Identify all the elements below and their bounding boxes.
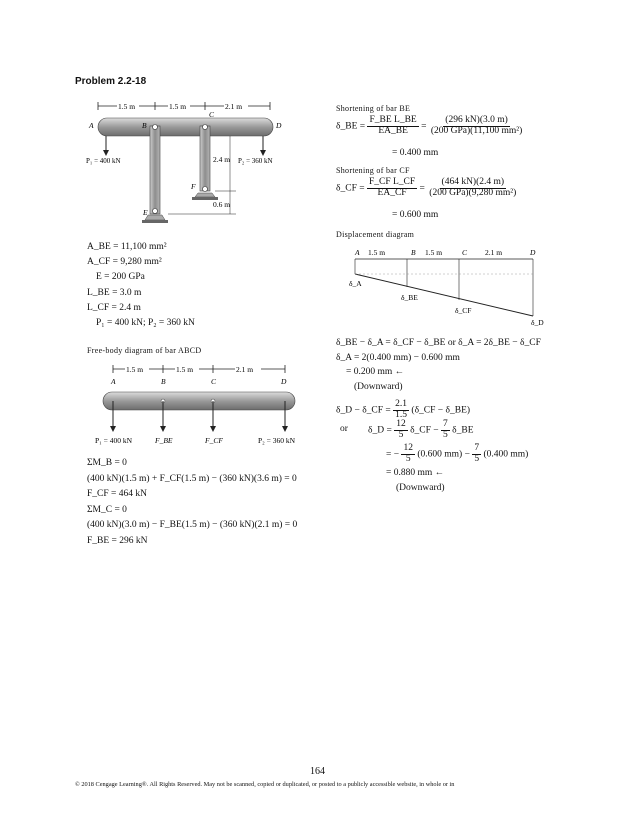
equation: ΣM_C = 0: [87, 504, 127, 515]
point-label: D: [276, 121, 282, 130]
dim-label: 2.1 m: [485, 248, 503, 257]
dim-label: 0.6 m: [213, 200, 231, 209]
equation: F_BE = 296 kN: [87, 535, 148, 546]
force-label: F_BE: [155, 436, 173, 445]
fraction-numerator: F_CF L_CF: [368, 177, 416, 187]
equation: (400 kN)(1.5 m) + F_CF(1.5 m) − (360 kN)(3.6 m) = 0: [87, 473, 297, 484]
structure-figure: [80, 96, 300, 226]
equation: δ_BE − δ_A = δ_CF − δ_BE or δ_A = 2δ_BE − δ_CF: [336, 338, 541, 348]
shortening-be-equation: [336, 116, 524, 137]
beam-abcd: [98, 118, 273, 136]
equation-term: (0.400 mm): [483, 449, 529, 460]
equation: F_CF = 464 kN: [87, 489, 147, 499]
fraction-numerator: (464 kN)(2.4 m): [441, 177, 505, 187]
equation: (400 kN)(3.0 m) − F_BE(1.5 m) − (360 kN)(2.1 m) = 0: [87, 520, 298, 530]
fbd-beam: [103, 392, 295, 410]
dim-label: 1.5 m: [126, 365, 144, 374]
point-label: D: [281, 377, 287, 386]
or-label: or: [340, 424, 348, 434]
force-label: F_CF: [205, 436, 223, 445]
point-label: C: [209, 110, 215, 119]
point-label: A: [89, 121, 94, 130]
equation-rhs: (δ_CF − δ_BE): [411, 405, 471, 416]
shortening-cf-heading: Shortening of bar CF: [336, 166, 410, 175]
point-label: E: [143, 208, 148, 217]
equals-sign: =: [419, 183, 425, 194]
point-label: B: [411, 248, 416, 257]
point-label: F: [191, 182, 196, 191]
given-item: P₁ = 400 kN; P₂ = 360 kN: [96, 318, 195, 329]
fraction-denominator: 5: [398, 429, 404, 440]
fraction-numerator: F_BE L_BE: [369, 115, 417, 125]
equation-lhs: δ_D − δ_CF =: [336, 405, 391, 416]
dim-label: 1.5 m: [169, 102, 187, 111]
copyright-footer: © 2018 Cengage Learning®. All Rights Reserved. May not be scanned, copied or duplicated, or posted to a publicly accessible website, in whole or in: [75, 781, 455, 788]
fbd-figure: [95, 362, 320, 447]
displacement-diagram: [345, 246, 555, 326]
fraction-denominator: 5: [474, 453, 480, 464]
delta-d-solve: [368, 420, 474, 441]
delta-label: δ_A: [349, 279, 362, 288]
equation-term: δ_BE: [452, 425, 474, 436]
bar-cf: [200, 126, 210, 191]
equation: ΣM_B = 0: [87, 458, 127, 468]
dim-label: 2.1 m: [236, 365, 254, 374]
shortening-be-heading: Shortening of bar BE: [336, 104, 411, 113]
givens-list: [87, 240, 195, 331]
fraction-numerator: 12: [396, 419, 406, 429]
dim-label: 1.5 m: [425, 248, 443, 257]
fraction-numerator: 12: [403, 443, 413, 453]
dim-label: 1.5 m: [176, 365, 194, 374]
fbd-heading: Free-body diagram of bar ABCD: [87, 346, 202, 355]
problem-title: Problem 2.2-18: [75, 76, 147, 87]
force-label: P₁ = 400 kN: [95, 436, 133, 445]
equation: (Downward): [354, 381, 403, 392]
fraction-denominator: 5: [443, 429, 448, 440]
dim-label: 2.1 m: [225, 102, 243, 111]
fraction-denominator: (200 GPa)(11,100 mm²): [430, 125, 523, 136]
delta-d-direction: (Downward): [396, 483, 445, 493]
page-number: 164: [310, 766, 325, 777]
compatibility-equations: [336, 336, 541, 394]
fraction-denominator: 1.5: [395, 409, 408, 420]
load-label: P₂ = 360 kN: [238, 157, 273, 165]
delta-label: δ_D: [531, 318, 544, 326]
fraction-denominator: EA_BE: [378, 125, 408, 136]
point-label: A: [355, 248, 360, 257]
fraction-numerator: 2.1: [395, 399, 408, 409]
point-label: B: [161, 377, 166, 386]
delta-label: δ_BE: [401, 293, 418, 302]
fraction-denominator: 5: [405, 453, 411, 464]
delta-label: δ_CF: [455, 306, 472, 315]
equation-lhs: δ_CF =: [336, 183, 365, 194]
given-item: A_CF = 9,280 mm²: [87, 257, 162, 268]
equation-term: δ_CF −: [410, 425, 439, 436]
shortening-cf-result: = 0.600 mm: [392, 210, 439, 220]
fraction-numerator: (296 kN)(3.0 m): [445, 115, 508, 125]
shortening-cf-equation: [336, 178, 518, 199]
equation: = 0.200 mm ←: [346, 367, 405, 377]
point-label: B: [142, 121, 147, 130]
shortening-be-result: = 0.400 mm: [392, 148, 439, 158]
bar-be: [150, 126, 160, 214]
fraction-numerator: 7: [474, 443, 480, 453]
delta-d-result: = 0.880 mm ←: [386, 468, 445, 478]
displacement-heading: Displacement diagram: [336, 230, 415, 239]
force-label: P₂ = 360 kN: [258, 436, 296, 445]
given-item: L_BE = 3.0 m: [87, 287, 142, 298]
equation-term: = −: [386, 449, 400, 460]
load-label: P₁ = 400 kN: [86, 157, 121, 165]
given-item: A_BE = 11,100 mm²: [87, 242, 167, 252]
fraction-denominator: EA_CF: [377, 187, 407, 198]
given-item: E = 200 GPa: [96, 272, 145, 283]
equals-sign: =: [421, 121, 427, 132]
delta-d-substitute: [386, 444, 528, 465]
point-label: C: [211, 377, 217, 386]
equation-term: (0.600 mm) −: [417, 449, 470, 460]
equilibrium-equations: [87, 456, 297, 549]
equation: δ_A = 2(0.400 mm) − 0.600 mm: [336, 352, 460, 363]
dim-label: 1.5 m: [368, 248, 386, 257]
given-item: L_CF = 2.4 m: [87, 302, 141, 313]
equation-lhs: δ_BE =: [336, 121, 366, 132]
point-label: D: [530, 248, 536, 257]
dim-label: 2.4 m: [213, 155, 231, 164]
equation-lhs: δ_D =: [368, 425, 392, 436]
point-label: C: [462, 248, 468, 257]
delta-d-equation: [336, 400, 470, 421]
fraction-numerator: 7: [443, 419, 448, 429]
point-label: A: [111, 377, 116, 386]
fraction-denominator: (200 GPa)(9,280 mm²): [429, 187, 517, 198]
dim-label: 1.5 m: [118, 102, 136, 111]
